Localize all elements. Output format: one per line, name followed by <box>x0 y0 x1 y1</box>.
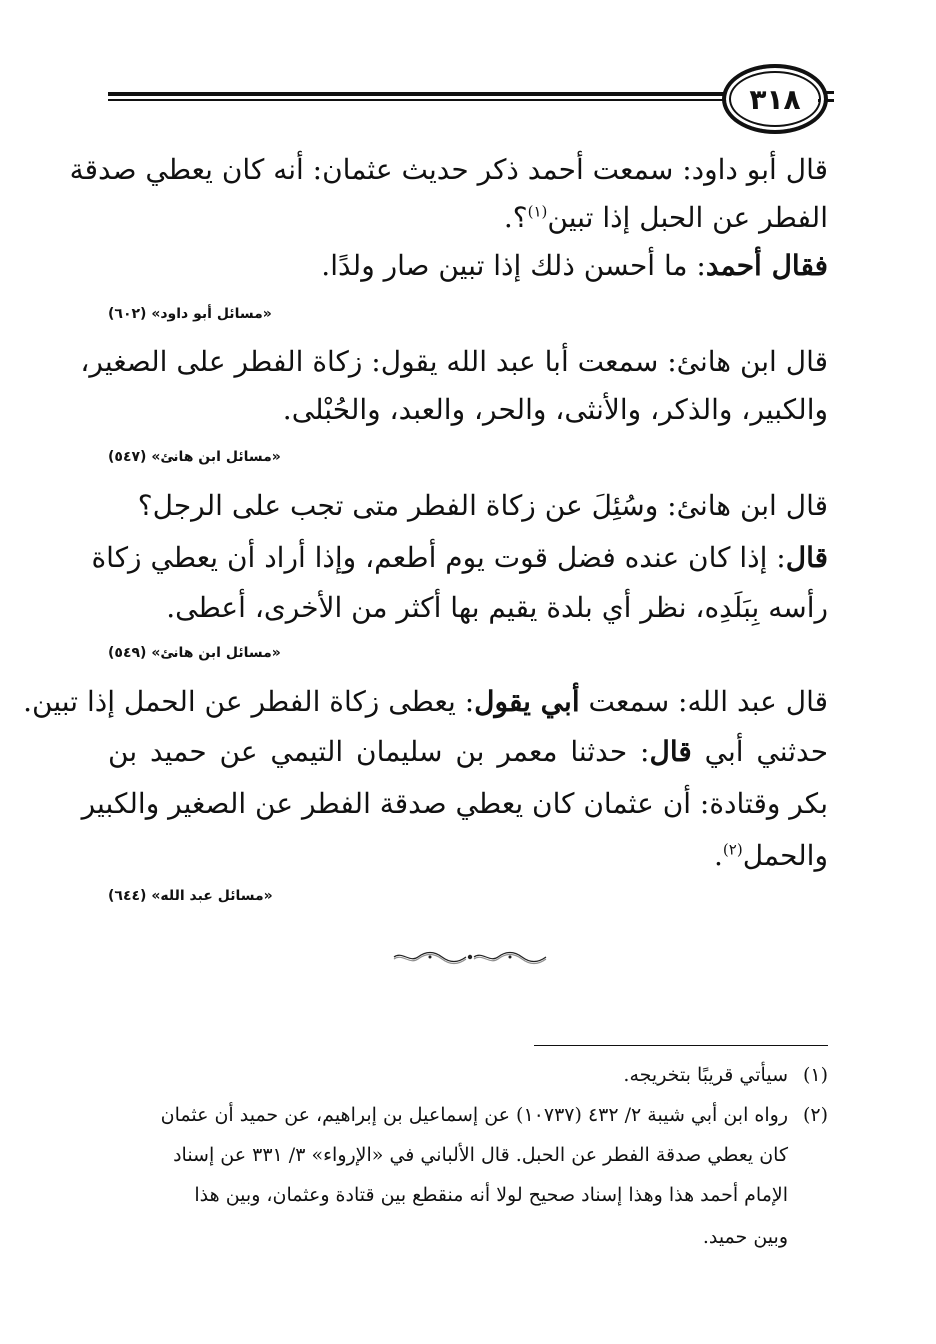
source-reference: «مسائل عبد الله» (٦٤٤) <box>108 888 273 904</box>
text-span: : إذا كان عنده فضل قوت يوم أطعم، وإذا أراد أن يعطي زكاة <box>91 541 786 574</box>
text-line <box>108 388 828 432</box>
text-span: حدثني أبي <box>691 735 829 768</box>
speaker-label: قال <box>649 735 692 768</box>
footnote-1 <box>108 1060 828 1090</box>
text-span: قال ابن هانئ: سمعت أبا عبد الله يقول: زكاة الفطر على الصغير، <box>80 345 828 378</box>
footnote-text: سيأتي قريبًا بتخريجه. <box>623 1064 788 1086</box>
text-span: قال ابن هانئ: وسُئِلَ عن زكاة الفطر متى تجب على الرجل؟ <box>137 489 828 522</box>
text-span: قال أبو داود: سمعت أحمد ذكر حديث عثمان: أنه كان يعطي صدقة <box>69 153 828 186</box>
text-line <box>108 730 828 774</box>
text-line <box>80 340 828 384</box>
text-line <box>108 834 828 878</box>
text-span: . <box>714 839 723 872</box>
text-line <box>69 148 828 192</box>
text-span: : يعطى زكاة الفطر عن الحمل إذا تبين. <box>23 685 475 718</box>
footnote-marker[interactable]: (١) <box>527 202 548 221</box>
source-reference: «مسائل ابن هانئ» (٥٤٧) <box>108 449 281 465</box>
text-line <box>23 680 828 724</box>
footnote-separator <box>534 1045 828 1046</box>
text-span: والكبير، والذكر، والأنثى، والحر، والعبد، والحُبْلى. <box>282 393 828 426</box>
text-span: : ما أحسن ذلك إذا تبين صار ولدًا. <box>321 249 706 282</box>
ornament-divider <box>380 949 560 965</box>
footnote-2-line <box>108 1180 828 1210</box>
text-span: والحمل <box>742 839 828 872</box>
footnote-number: (١) <box>802 1064 828 1086</box>
ornament-icon <box>390 950 550 964</box>
text-span: ؟. <box>503 201 528 234</box>
footnote-text: وبين حميد. <box>702 1226 788 1248</box>
text-span: بكر وقتادة: أن عثمان كان يعطي صدقة الفطر عن الصغير والكبير <box>81 787 828 820</box>
text-line <box>108 244 828 288</box>
text-span: رأسه بِبَلَدِه، نظر أي بلدة يقيم بها أكثر من الأخرى، أعطى. <box>166 591 828 624</box>
footnote-2-line <box>108 1140 828 1170</box>
header-rule-thin <box>108 99 728 101</box>
source-reference: «مسائل ابن هانئ» (٥٤٩) <box>108 645 281 661</box>
speaker-label: أبي يقول <box>474 685 580 718</box>
header-rule <box>108 92 728 96</box>
speaker-label: قال <box>785 541 828 574</box>
text-line <box>108 196 828 240</box>
text-line <box>91 536 828 580</box>
text-span: قال عبد الله: سمعت <box>579 685 828 718</box>
footnote-text: كان يعطي صدقة الفطر عن الحبل. قال الألباني في «الإرواء» ٣/ ٣٣١ عن إسناد <box>173 1144 788 1166</box>
text-span: : حدثنا معمر بن سليمان التيمي عن حميد بن <box>108 735 650 768</box>
footnote-2-line <box>108 1222 828 1252</box>
footnote-marker[interactable]: (٢) <box>722 840 743 859</box>
footnote-2 <box>108 1100 828 1130</box>
footnote-number: (٢) <box>802 1104 828 1126</box>
speaker-label: فقال أحمد <box>705 249 828 282</box>
text-line <box>108 484 828 528</box>
footnote-text: الإمام أحمد هذا وهذا إسناد صحيح لولا أنه منقطع بين قتادة وعثمان، وبين هذا <box>194 1184 788 1206</box>
text-span: الفطر عن الحبل إذا تبين <box>547 201 828 234</box>
source-reference: «مسائل أبو داود» (٦٠٢) <box>108 306 272 322</box>
page-number: ٣١٨ <box>749 82 801 116</box>
text-line <box>81 782 828 826</box>
text-line <box>108 586 828 630</box>
footnote-text: رواه ابن أبي شيبة ٢/ ٤٣٢ (١٠٧٣٧) عن إسماعيل بن إبراهيم، عن حميد أن عثمان <box>160 1104 788 1126</box>
page-number-badge <box>722 64 828 134</box>
